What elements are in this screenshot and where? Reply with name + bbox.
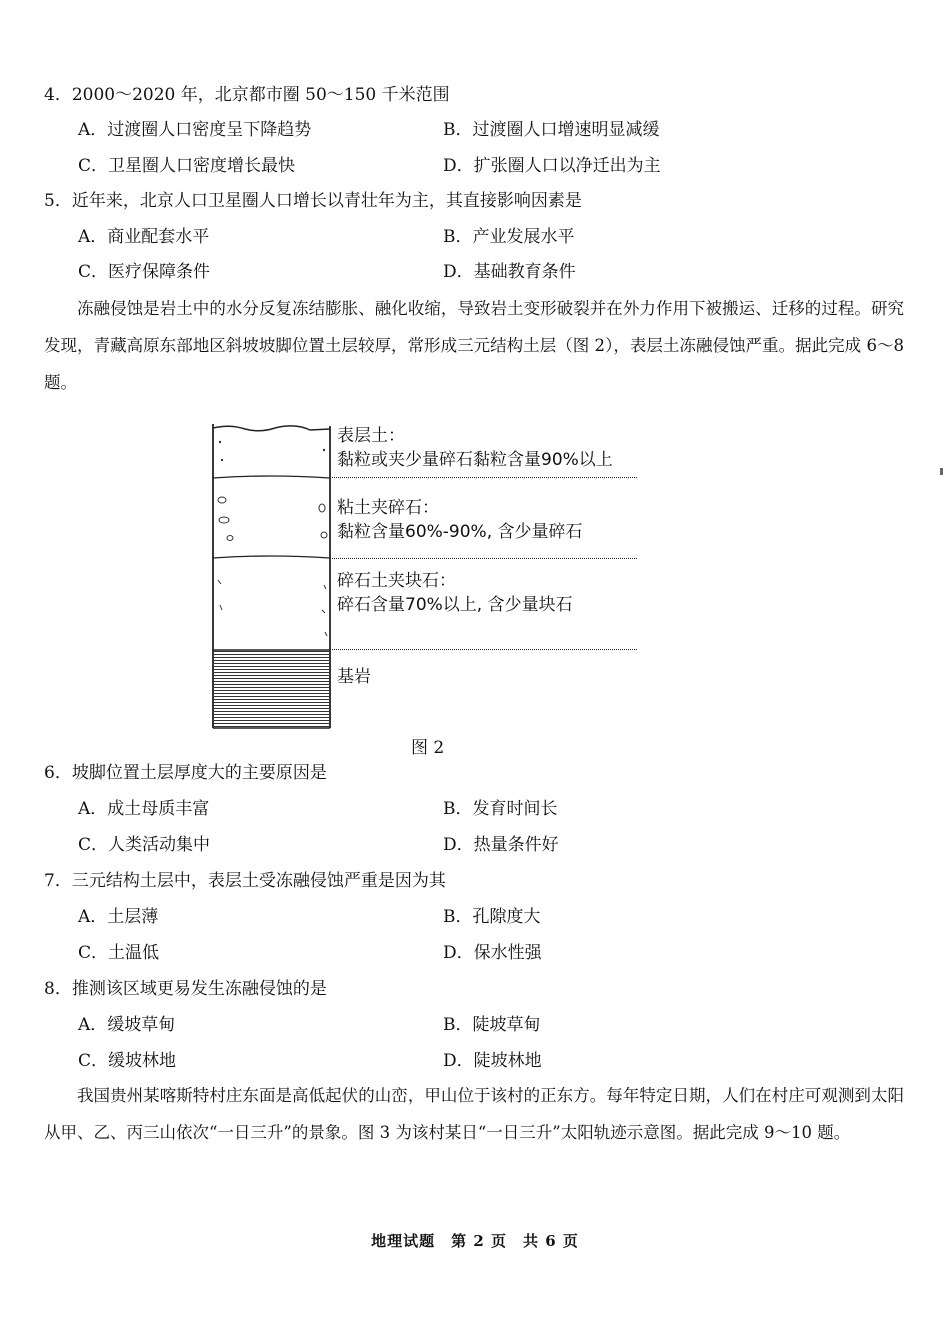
question-7-option-c: C．土温低 <box>78 943 160 963</box>
question-7-option-d: D．保水性强 <box>443 943 542 963</box>
question-5-stem: 5．近年来，北京人口卫星圈人口增长以青壮年为主，其直接影响因素是 <box>44 191 582 211</box>
question-5-option-c: C．医疗保障条件 <box>78 262 211 282</box>
question-4-option-b: B．过渡圈人口增速明显减缓 <box>443 120 660 140</box>
question-4-option-a: A．过渡圈人口密度呈下降趋势 <box>78 120 312 140</box>
layer-1-name: 表层土： <box>337 426 405 446</box>
figure-2-caption: 图 2 <box>411 738 445 758</box>
question-8-option-c: C．缓坡林地 <box>78 1051 177 1071</box>
question-5-option-a: A．商业配套水平 <box>78 227 210 247</box>
question-8-option-b: B．陡坡草甸 <box>443 1015 541 1035</box>
layer-3-desc: 碎石含量70%以上, 含少量块石 <box>337 595 573 615</box>
question-7-stem: 7．三元结构土层中，表层土受冻融侵蚀严重是因为其 <box>44 871 446 891</box>
question-8-stem: 8．推测该区域更易发生冻融侵蚀的是 <box>44 979 327 999</box>
question-6-option-c: C．人类活动集中 <box>78 835 211 855</box>
passage-freeze-thaw: 冻融侵蚀是岩土中的水分反复冻结膨胀、融化收缩，导致岩土变形破裂并在外力作用下被搬运、迁移的过程。研究发现，青藏高原东部地区斜坡坡脚位置土层较厚，常形成三元结构土层（图 2），表层土冻融侵蚀严重。据此完成 6～8 题。 <box>44 299 904 392</box>
question-6-stem: 6．坡脚位置土层厚度大的主要原因是 <box>44 763 327 783</box>
soil-profile-diagram <box>200 410 340 732</box>
layer-3-name: 碎石土夹块石： <box>337 571 456 591</box>
question-4-option-c: C．卫星圈人口密度增长最快 <box>78 156 296 176</box>
layer-1-desc: 黏粒或夹少量碎石黏粒含量90%以上 <box>337 450 613 470</box>
layer-1-divider <box>332 477 637 478</box>
question-7-option-b: B．孔隙度大 <box>443 907 541 927</box>
layer-4-name: 基岩 <box>337 667 371 687</box>
scan-mark <box>940 468 943 475</box>
question-4-option-d: D．扩张圈人口以净迁出为主 <box>443 156 661 176</box>
passage-karst-village: 我国贵州某喀斯特村庄东面是高低起伏的山峦，甲山位于该村的正东方。每年特定日期，人们在村庄可观测到太阳从甲、乙、丙三山依次“一日三升”的景象。图 3 为该村某日“一日三升”太阳轨迹示意图。据此完成 9～10 题。 <box>44 1086 904 1142</box>
layer-2-desc: 黏粒含量60%-90%, 含少量碎石 <box>337 522 583 542</box>
question-7-option-a: A．土层薄 <box>78 907 159 927</box>
layer-3-divider <box>332 649 637 650</box>
question-8-option-d: D．陡坡林地 <box>443 1051 542 1071</box>
question-5-option-b: B．产业发展水平 <box>443 227 575 247</box>
layer-2-divider <box>332 558 637 559</box>
question-6-option-a: A．成土母质丰富 <box>78 799 210 819</box>
page-footer: 地理试题 第 2 页 共 6 页 <box>371 1232 579 1250</box>
layer-boundary-1 <box>213 476 330 478</box>
question-5-option-d: D．基础教育条件 <box>443 262 576 282</box>
layer-2-name: 粘土夹碎石： <box>337 498 439 518</box>
question-6-option-b: B．发育时间长 <box>443 799 558 819</box>
question-8-option-a: A．缓坡草甸 <box>78 1015 176 1035</box>
question-4-stem: 4．2000～2020 年，北京都市圈 50～150 千米范围 <box>44 85 450 105</box>
bedrock-hatch <box>214 650 329 727</box>
question-6-option-d: D．热量条件好 <box>443 835 559 855</box>
layer-boundary-2 <box>213 556 330 558</box>
